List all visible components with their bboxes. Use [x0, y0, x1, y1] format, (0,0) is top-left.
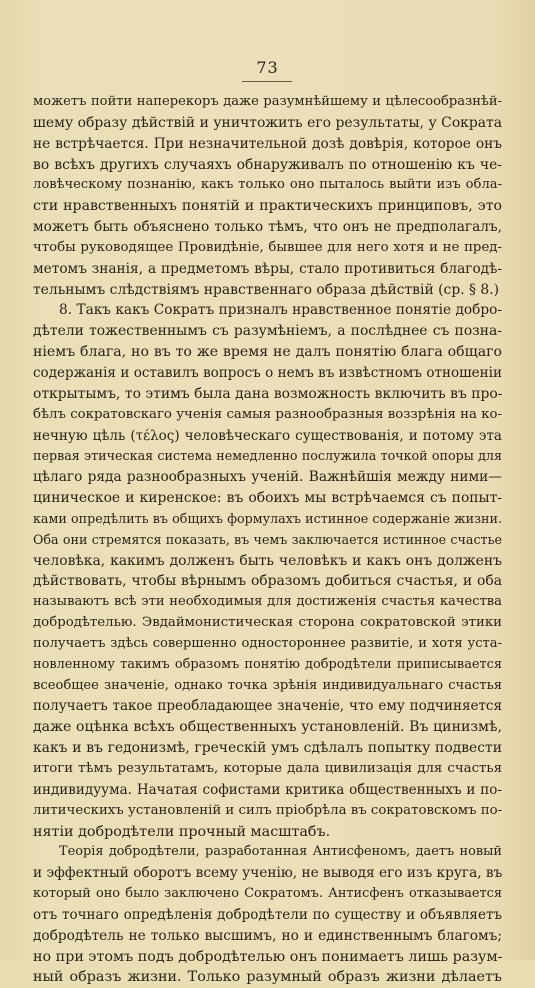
text-line: который оно было заключено Сократомъ. Антисфенъ отказывается	[33, 886, 502, 902]
text-line: содержанія и оставилъ вопросъ о немъ въ извѣстномъ отношеніи	[33, 364, 502, 381]
text-line: первая этическая система немедленно послужила точкой опоры для	[33, 448, 502, 464]
text-line: даже оцѣнка всѣхъ общественныхъ установленій. Въ цинизмѣ,	[33, 719, 502, 736]
text-line: во всѣхъ другихъ случаяхъ обнаруживалъ по отношенію къ че-	[33, 156, 502, 173]
text-line: бѣлъ сократовскаго ученія самыя разнообразныя воззрѣнія на ко-	[33, 406, 502, 422]
text-line: ніемъ блага, но въ то же время не далъ понятію блага общаго	[33, 344, 502, 361]
text-line: ловѣческому познанію, какъ только оно пыталось выйти изъ обла-	[33, 177, 502, 193]
text-line: метомъ знанія, а предметомъ вѣры, стало противиться благодѣ-	[33, 260, 502, 277]
text-line: какъ и въ гедонизмѣ, греческій умъ сдѣлалъ попытку подвести	[33, 740, 502, 757]
text-line: дѣтели тожественнымъ съ разумѣніемъ, а послѣднее съ позна-	[33, 323, 502, 340]
text-line: индивидуума. Начатая софистами критика общественныхъ и по-	[33, 781, 502, 798]
text-line: нечную цѣль (τέλος) человѣческаго существованія, и потому эта	[33, 427, 502, 444]
text-line: цѣлаго ряда разнообразныхъ ученій. Важнѣйшія между ними—	[33, 469, 502, 486]
text-line: открытымъ, то этимъ была дана возможность включить въ про-	[33, 385, 502, 402]
text-line: циническое и киренское: въ обоихъ мы встрѣчаемся съ попыт-	[33, 490, 502, 507]
text-line: получаетъ здѣсь совершенно одностороннее развитіе, и хотя уста-	[33, 635, 502, 651]
text-line: сти нравственныхъ понятій и практическихъ принциповъ, это	[33, 198, 502, 215]
text-line: добродѣтель не только высшимъ, но и единственнымъ благомъ;	[33, 927, 502, 944]
text-line: можетъ быть объяснено только тѣмъ, что онъ не предполагалъ,	[33, 219, 502, 236]
text-line: но при этомъ подъ добродѣтелью онъ понимаетъ лишь разум-	[33, 948, 502, 965]
text-line: ный образъ жизни. Только разумный образъ жизни дѣлаетъ	[33, 969, 502, 986]
page-number: 73	[256, 58, 279, 77]
text-line: всеобщее значеніе, однако точка зрѣнія индивидуальнаго счастья	[33, 677, 502, 693]
text-line: получаетъ такое преобладающее значеніе, что ему подчиняется	[33, 698, 502, 715]
text-line: итоги тѣмъ результатамъ, которые дала цивилизація для счастья	[33, 761, 502, 776]
text-line: нятіи добродѣтели прочный масштабъ.	[33, 823, 331, 840]
text-line: чтобы руководящее Провидѣніе, бывшее для него хотя и не пред-	[33, 239, 502, 255]
text-line: и эффектный оборотъ всему ученію, не выводя его изъ круга, въ	[33, 865, 502, 882]
text-line: 8. Такъ какъ Сократъ призналъ нравственное понятіе добро-	[59, 302, 502, 319]
text-line: тельнымъ слѣдствіямъ нравственнаго образа дѣйствій (ср. § 8.)	[33, 281, 500, 298]
text-line: Оба они стремятся показать, въ чемъ заключается истинное счастье	[33, 531, 502, 547]
text-line: не встрѣчается. При незначительной дозѣ довѣрія, которое онъ	[33, 135, 502, 152]
text-line: отъ точнаго опредѣленія добродѣтели по существу и объявляетъ	[33, 906, 502, 923]
text-line: человѣка, какимъ долженъ быть человѣкъ и какъ онъ долженъ	[33, 552, 502, 569]
text-line: Теорія добродѣтели, разработанная Антисфеномъ, даетъ новый	[59, 844, 502, 860]
text-line: шему образу дѣйствій и уничтожить его результаты, у Сократа	[33, 114, 502, 131]
text-line: новленному такимъ образомъ понятію добродѣтели приписывается	[33, 656, 502, 672]
text-line: литическихъ установленій и силъ пріобрѣла въ сократовскомъ по-	[33, 802, 502, 818]
text-line: дѣйствовать, чтобы вѣрнымъ образомъ добиться счастья, и оба	[33, 573, 502, 590]
text-line: называютъ всѣ эти необходимыя для достиженія счастья качества	[33, 594, 502, 610]
body-text	[33, 92, 502, 988]
text-line: можетъ пойти наперекоръ даже разумнѣйшему и цѣлесообразнѣй-	[33, 94, 502, 109]
page-number-rule	[242, 81, 292, 82]
text-line: ками опредѣлить въ общихъ формулахъ истинное содержаніе жизни.	[33, 510, 502, 526]
text-line: добродѣтелью. Эвдаймонистическая сторона сократовской этики	[33, 615, 502, 631]
